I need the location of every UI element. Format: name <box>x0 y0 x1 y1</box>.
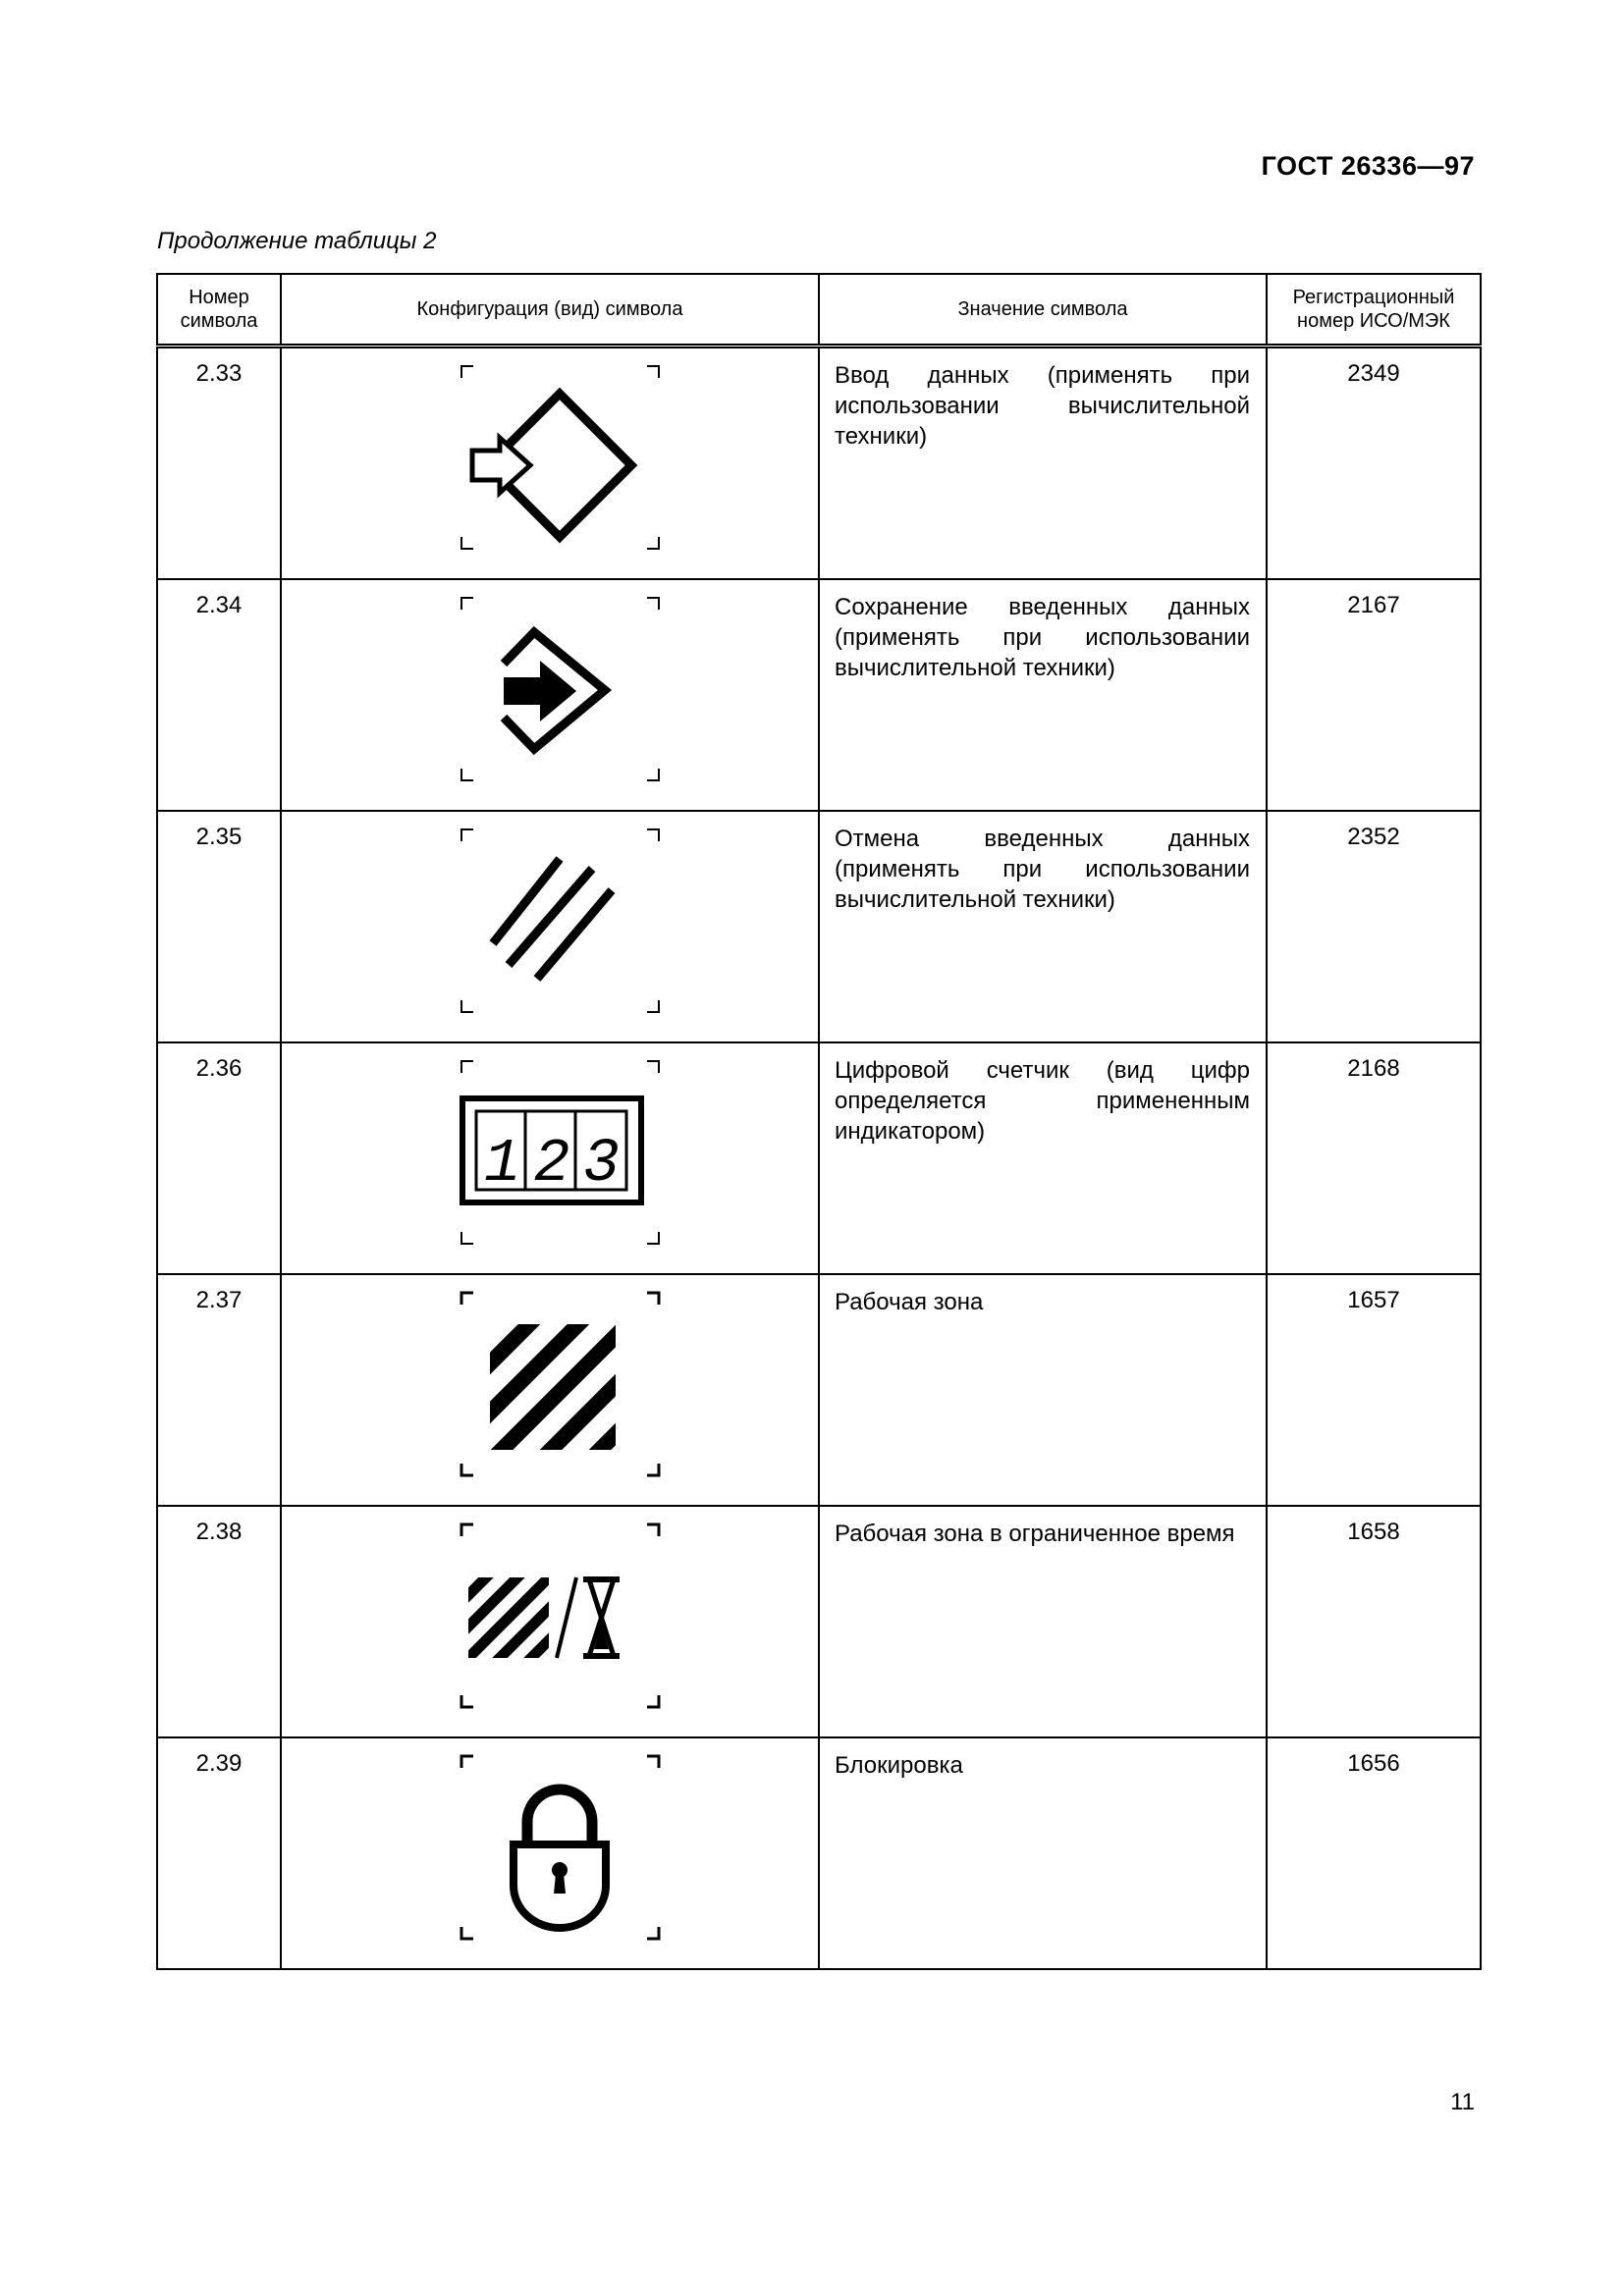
table-caption: Продолжение таблицы 2 <box>157 228 437 254</box>
symbol-configuration <box>281 1274 819 1506</box>
work-zone-icon <box>470 1305 647 1491</box>
page-number: 11 <box>1450 2089 1475 2115</box>
symbol-number: 2.38 <box>157 1506 281 1737</box>
document-code: ГОСТ 26336—97 <box>1261 151 1475 181</box>
symbol-meaning: Рабочая зона в ограниченное время <box>819 1506 1267 1737</box>
column-header-meaning: Значение символа <box>819 274 1267 347</box>
symbol-number: 2.34 <box>157 579 281 811</box>
registration-number: 1658 <box>1267 1506 1481 1737</box>
registration-number: 2167 <box>1267 579 1481 811</box>
symbol-number: 2.33 <box>157 347 281 580</box>
table-row <box>157 1274 1481 1506</box>
symbols-table <box>156 273 1482 1970</box>
table-header-row <box>157 274 1481 347</box>
column-header-configuration: Конфигурация (вид) символа <box>281 274 819 347</box>
column-header-registration: Регистрационный номер ИСО/МЭК <box>1267 274 1481 347</box>
data-save-icon <box>504 632 605 749</box>
symbol-number: 2.36 <box>157 1042 281 1274</box>
registration-number: 1657 <box>1267 1274 1481 1506</box>
symbol-configuration <box>281 1042 819 1274</box>
lock-icon <box>514 1789 606 1928</box>
symbol-number: 2.37 <box>157 1274 281 1506</box>
symbol-configuration <box>281 811 819 1042</box>
data-cancel-icon <box>493 859 612 979</box>
frame-corners <box>461 829 659 1012</box>
symbol-meaning: Сохранение введенных данных (применять при использовании вычислительной техники) <box>819 579 1267 811</box>
symbol-meaning: Рабочая зона <box>819 1274 1267 1506</box>
symbol-meaning: Блокировка <box>819 1737 1267 1969</box>
registration-number: 1656 <box>1267 1737 1481 1969</box>
symbol-configuration <box>281 579 819 811</box>
table-row <box>157 1506 1481 1737</box>
symbol-meaning: Отмена введенных данных (применять при использовании вычислительной техники) <box>819 811 1267 1042</box>
table-row <box>157 1042 1481 1274</box>
column-header-number: Номер символа <box>157 274 281 347</box>
symbol-meaning: Цифровой счетчик (вид цифр определяется примененным индикатором) <box>819 1042 1267 1274</box>
counter-digits: 123 <box>484 1129 620 1199</box>
symbol-configuration <box>281 1737 819 1969</box>
table-row <box>157 1737 1481 1969</box>
symbol-configuration <box>281 347 819 580</box>
digital-counter-icon <box>462 1098 641 1202</box>
hourglass-icon <box>583 1579 620 1656</box>
symbol-number: 2.39 <box>157 1737 281 1969</box>
registration-number: 2352 <box>1267 811 1481 1042</box>
symbol-meaning: Ввод данных (применять при использовании вычислительной техники) <box>819 347 1267 580</box>
symbol-configuration <box>281 1506 819 1737</box>
frame-corners <box>461 1524 659 1707</box>
table-row <box>157 811 1481 1042</box>
table-row <box>157 579 1481 811</box>
work-zone-timed-icon <box>449 1566 620 1678</box>
registration-number: 2168 <box>1267 1042 1481 1274</box>
table-row <box>157 347 1481 580</box>
symbol-number: 2.35 <box>157 811 281 1042</box>
data-input-icon <box>472 394 631 537</box>
registration-number: 2349 <box>1267 347 1481 580</box>
